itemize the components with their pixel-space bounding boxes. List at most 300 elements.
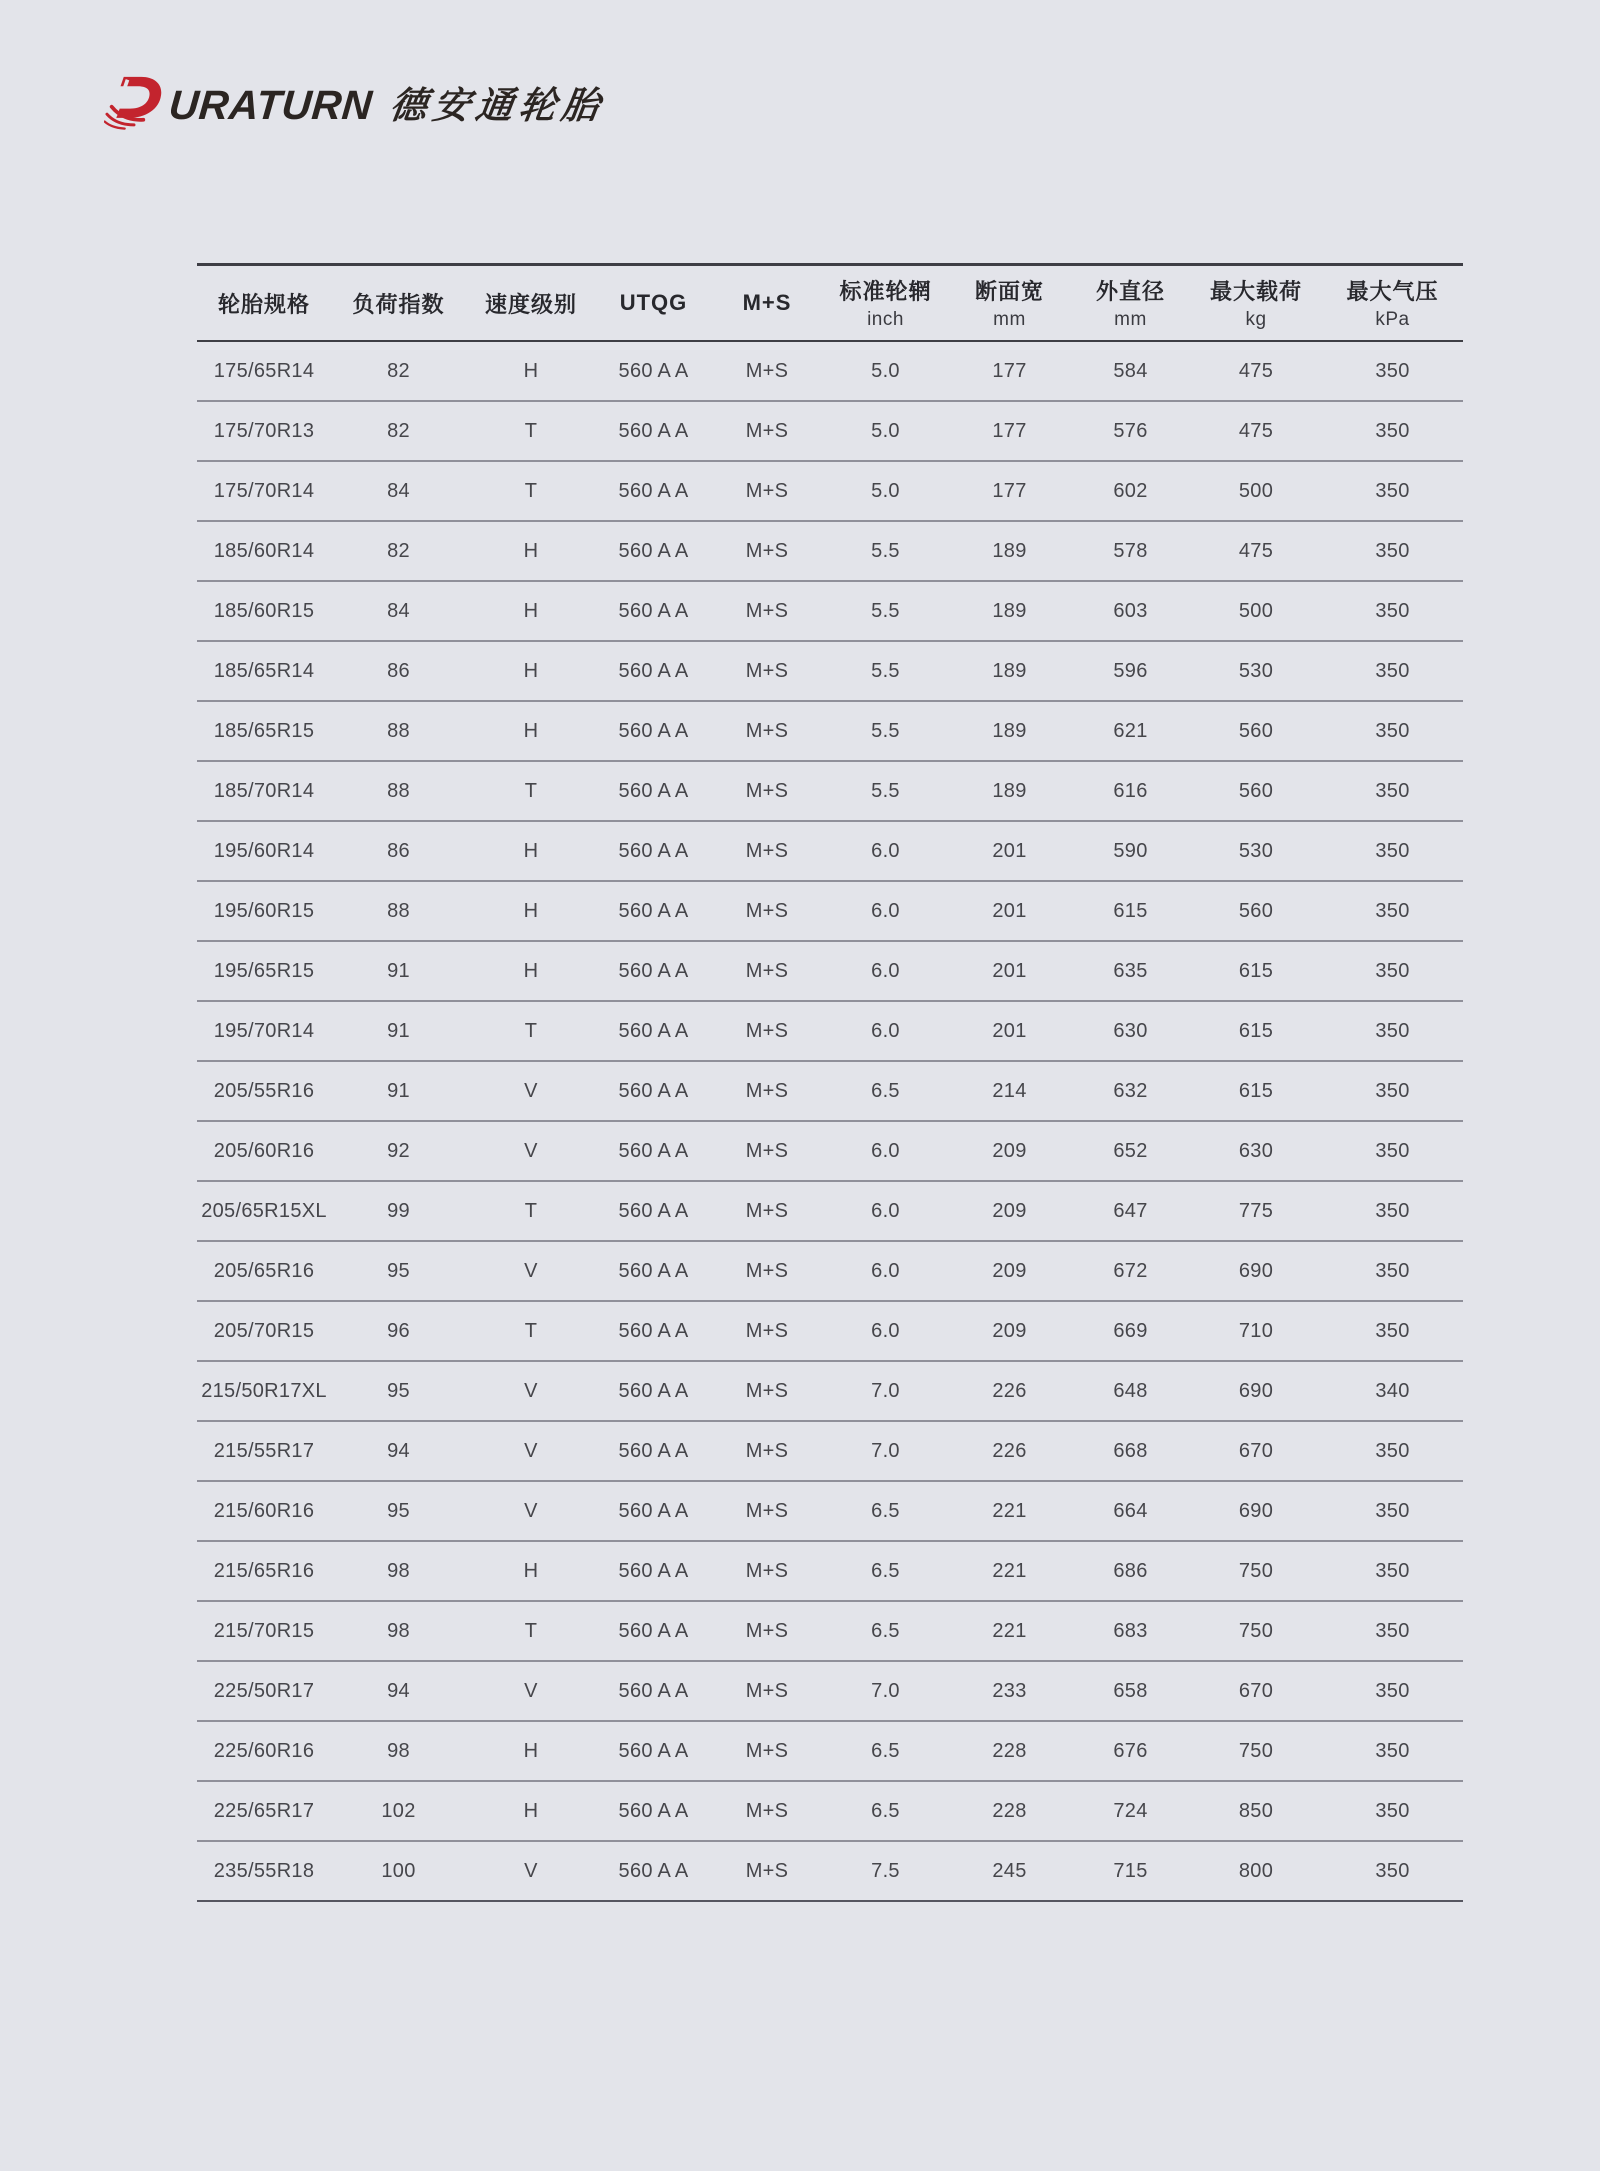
spec-cell: 584 xyxy=(1113,359,1148,382)
spec-cell: 5.0 xyxy=(871,359,900,382)
spec-cell: 560 A A xyxy=(618,1559,689,1582)
spec-cell: 560 A A xyxy=(618,359,689,382)
spec-cell: 5.5 xyxy=(871,599,900,622)
spec-cell: 82 xyxy=(387,419,410,442)
table-row xyxy=(197,1721,1463,1781)
spec-cell: 88 xyxy=(387,899,410,922)
spec-cell: H xyxy=(523,839,539,862)
spec-cell: 185/70R14 xyxy=(213,779,315,802)
spec-cell: 225/65R17 xyxy=(213,1799,315,1822)
spec-cell: H xyxy=(523,1559,539,1582)
spec-cell: 7.0 xyxy=(871,1439,900,1462)
spec-cell: 350 xyxy=(1375,599,1410,622)
spec-cell: 590 xyxy=(1113,839,1148,862)
spec-cell: 221 xyxy=(992,1499,1027,1522)
col-header-outer-diameter: 外直径 mm xyxy=(1095,279,1165,330)
spec-cell: 350 xyxy=(1375,839,1410,862)
spec-cell: 560 A A xyxy=(618,659,689,682)
spec-cell: T xyxy=(524,419,538,442)
spec-cell: 615 xyxy=(1238,959,1274,982)
spec-cell: M+S xyxy=(745,1859,789,1882)
spec-cell: H xyxy=(523,659,539,682)
col-header-max-load: 最大载荷 kg xyxy=(1209,279,1302,330)
spec-cell: 5.5 xyxy=(871,719,900,742)
spec-cell: 185/65R14 xyxy=(213,659,315,682)
spec-cell: V xyxy=(524,1079,538,1102)
spec-cell: 560 xyxy=(1238,779,1274,802)
spec-cell: 5.0 xyxy=(871,479,900,502)
spec-cell: 88 xyxy=(387,779,410,802)
spec-cell: M+S xyxy=(745,899,789,922)
spec-cell: 500 xyxy=(1238,599,1274,622)
table-row xyxy=(197,701,1463,761)
spec-cell: M+S xyxy=(745,1379,789,1402)
spec-cell: 576 xyxy=(1113,419,1148,442)
spec-cell: 350 xyxy=(1375,1319,1410,1342)
spec-cell: M+S xyxy=(745,1259,789,1282)
spec-cell: 175/70R13 xyxy=(213,419,315,442)
table-row xyxy=(197,1361,1463,1421)
spec-cell: 560 A A xyxy=(618,719,689,742)
spec-cell: 670 xyxy=(1238,1439,1274,1462)
spec-cell: M+S xyxy=(745,1619,789,1642)
col-header-utqg: UTQG xyxy=(619,290,688,315)
spec-cell: 189 xyxy=(992,719,1027,742)
spec-cell: T xyxy=(524,1199,538,1222)
spec-cell: 350 xyxy=(1375,1199,1410,1222)
col-header-load-index: 负荷指数 xyxy=(352,291,445,317)
spec-cell: 225/50R17 xyxy=(213,1679,315,1702)
spec-cell: 185/65R15 xyxy=(213,719,315,742)
spec-cell: 6.5 xyxy=(871,1499,900,1522)
spec-cell: 215/70R15 xyxy=(213,1619,315,1642)
spec-cell: 560 A A xyxy=(618,839,689,862)
spec-cell: 652 xyxy=(1113,1139,1148,1162)
spec-cell: 6.0 xyxy=(871,1139,900,1162)
spec-cell: 683 xyxy=(1113,1619,1148,1642)
spec-cell: 724 xyxy=(1113,1799,1148,1822)
spec-cell: 560 A A xyxy=(618,1139,689,1162)
table-row xyxy=(197,401,1463,461)
spec-cell: 98 xyxy=(387,1619,410,1642)
spec-cell: M+S xyxy=(745,479,789,502)
col-header-rim-width: 标准轮辋 inch xyxy=(839,279,932,330)
spec-cell: 102 xyxy=(381,1799,416,1822)
spec-cell: M+S xyxy=(745,1499,789,1522)
spec-cell: H xyxy=(523,719,539,742)
col-header-speed-rating: 速度级别 xyxy=(484,291,577,317)
spec-cell: T xyxy=(524,1619,538,1642)
spec-cell: 750 xyxy=(1238,1739,1274,1762)
spec-cell: M+S xyxy=(745,1319,789,1342)
spec-cell: 189 xyxy=(992,599,1027,622)
spec-cell: T xyxy=(524,779,538,802)
spec-cell: 185/60R14 xyxy=(213,539,315,562)
spec-cell: T xyxy=(524,1319,538,1342)
spec-cell: 226 xyxy=(992,1439,1027,1462)
table-row xyxy=(197,461,1463,521)
table-row xyxy=(197,581,1463,641)
spec-cell: 205/60R16 xyxy=(213,1139,315,1162)
table-row xyxy=(197,1061,1463,1121)
spec-cell: 616 xyxy=(1113,779,1148,802)
spec-cell: 560 A A xyxy=(618,959,689,982)
spec-cell: M+S xyxy=(745,1139,789,1162)
spec-cell: 350 xyxy=(1375,1799,1410,1822)
col-header-ms: M+S xyxy=(742,290,792,315)
spec-cell: 245 xyxy=(992,1859,1027,1882)
spec-cell: 225/60R16 xyxy=(213,1739,315,1762)
spec-cell: 99 xyxy=(387,1199,410,1222)
brand-wordmark: URATURN xyxy=(167,81,375,128)
spec-cell: 98 xyxy=(387,1739,410,1762)
spec-cell: 560 A A xyxy=(618,1439,689,1462)
spec-cell: 6.5 xyxy=(871,1559,900,1582)
spec-cell: 233 xyxy=(992,1679,1027,1702)
brand-cjk-name: 德安通轮胎 xyxy=(387,84,609,126)
spec-cell: 630 xyxy=(1113,1019,1148,1042)
spec-cell: 350 xyxy=(1375,1079,1410,1102)
spec-cell: 560 A A xyxy=(618,1679,689,1702)
spec-cell: 350 xyxy=(1375,479,1410,502)
spec-cell: M+S xyxy=(745,359,789,382)
spec-cell: 228 xyxy=(992,1739,1027,1762)
spec-cell: T xyxy=(524,479,538,502)
spec-cell: H xyxy=(523,599,539,622)
spec-cell: 647 xyxy=(1113,1199,1148,1222)
table-row xyxy=(197,641,1463,701)
table-row xyxy=(197,341,1463,401)
spec-cell: M+S xyxy=(745,1199,789,1222)
spec-cell: 195/70R14 xyxy=(213,1019,315,1042)
spec-cell: 98 xyxy=(387,1559,410,1582)
spec-cell: M+S xyxy=(745,1799,789,1822)
spec-cell: 177 xyxy=(992,419,1027,442)
spec-cell: M+S xyxy=(745,719,789,742)
spec-cell: M+S xyxy=(745,539,789,562)
spec-cell: 630 xyxy=(1238,1139,1274,1162)
spec-cell: V xyxy=(524,1439,538,1462)
spec-cell: 215/50R17XL xyxy=(201,1379,327,1402)
spec-cell: 715 xyxy=(1113,1859,1148,1882)
spec-cell: 5.5 xyxy=(871,539,900,562)
spec-cell: 615 xyxy=(1113,899,1148,922)
spec-cell: 350 xyxy=(1375,899,1410,922)
spec-cell: 686 xyxy=(1113,1559,1148,1582)
spec-cell: V xyxy=(524,1379,538,1402)
spec-cell: M+S xyxy=(745,959,789,982)
table-row xyxy=(197,1841,1463,1901)
spec-cell: 475 xyxy=(1238,419,1274,442)
spec-cell: 560 A A xyxy=(618,1739,689,1762)
table-row xyxy=(197,761,1463,821)
spec-cell: 669 xyxy=(1113,1319,1148,1342)
spec-cell: 603 xyxy=(1113,599,1148,622)
spec-cell: 235/55R18 xyxy=(213,1859,315,1882)
spec-cell: 602 xyxy=(1113,479,1148,502)
spec-cell: 6.5 xyxy=(871,1739,900,1762)
spec-cell: 632 xyxy=(1113,1079,1148,1102)
spec-cell: 350 xyxy=(1375,1499,1410,1522)
spec-cell: 560 A A xyxy=(618,419,689,442)
spec-cell: 221 xyxy=(992,1619,1027,1642)
spec-cell: 5.0 xyxy=(871,419,900,442)
spec-cell: 201 xyxy=(992,1019,1027,1042)
spec-cell: M+S xyxy=(745,659,789,682)
spec-cell: 95 xyxy=(387,1259,410,1282)
spec-cell: 228 xyxy=(992,1799,1027,1822)
spec-cell: H xyxy=(523,1799,539,1822)
header-row xyxy=(197,265,1463,342)
spec-cell: 560 A A xyxy=(618,779,689,802)
spec-cell: 596 xyxy=(1113,659,1148,682)
spec-cell: 350 xyxy=(1375,719,1410,742)
spec-cell: 6.5 xyxy=(871,1079,900,1102)
spec-cell: 690 xyxy=(1238,1259,1274,1282)
spec-cell: H xyxy=(523,359,539,382)
spec-cell: 6.0 xyxy=(871,839,900,862)
spec-cell: 91 xyxy=(387,1079,410,1102)
spec-cell: 560 A A xyxy=(618,1619,689,1642)
spec-cell: V xyxy=(524,1139,538,1162)
spec-cell: M+S xyxy=(745,1679,789,1702)
spec-cell: 350 xyxy=(1375,1859,1410,1882)
spec-cell: M+S xyxy=(745,1079,789,1102)
spec-cell: 215/55R17 xyxy=(213,1439,315,1462)
spec-cell: M+S xyxy=(745,1439,789,1462)
table-row xyxy=(197,881,1463,941)
spec-cell: 658 xyxy=(1113,1679,1148,1702)
spec-cell: 560 A A xyxy=(618,1379,689,1402)
table-row xyxy=(197,1241,1463,1301)
spec-cell: 91 xyxy=(387,959,410,982)
spec-cell: M+S xyxy=(745,839,789,862)
spec-cell: V xyxy=(524,1259,538,1282)
spec-cell: V xyxy=(524,1679,538,1702)
table-row xyxy=(197,1661,1463,1721)
spec-cell: 710 xyxy=(1238,1319,1274,1342)
spec-cell: 475 xyxy=(1238,359,1274,382)
spec-cell: 185/60R15 xyxy=(213,599,315,622)
spec-cell: 530 xyxy=(1238,839,1274,862)
spec-cell: 7.0 xyxy=(871,1379,900,1402)
spec-cell: 560 A A xyxy=(618,899,689,922)
spec-cell: 560 A A xyxy=(618,1259,689,1282)
spec-cell: 215/60R16 xyxy=(213,1499,315,1522)
spec-cell: 6.0 xyxy=(871,1319,900,1342)
spec-cell: 560 A A xyxy=(618,1499,689,1522)
spec-cell: M+S xyxy=(745,1739,789,1762)
spec-cell: 205/55R16 xyxy=(213,1079,315,1102)
spec-cell: 648 xyxy=(1113,1379,1148,1402)
spec-cell: 676 xyxy=(1113,1739,1148,1762)
spec-cell: 350 xyxy=(1375,359,1410,382)
spec-cell: 350 xyxy=(1375,779,1410,802)
table-row xyxy=(197,1781,1463,1841)
spec-cell: 6.5 xyxy=(871,1619,900,1642)
spec-cell: 175/65R14 xyxy=(213,359,315,382)
spec-cell: 92 xyxy=(387,1139,410,1162)
table-row xyxy=(197,1421,1463,1481)
spec-cell: 340 xyxy=(1375,1379,1410,1402)
spec-cell: 350 xyxy=(1375,1679,1410,1702)
brand-logo xyxy=(104,76,609,134)
spec-cell: 195/60R15 xyxy=(213,899,315,922)
spec-cell: 6.0 xyxy=(871,1259,900,1282)
spec-cell: 350 xyxy=(1375,1619,1410,1642)
spec-cell: 475 xyxy=(1238,539,1274,562)
duraturn-d-icon xyxy=(104,76,164,135)
spec-cell: 5.5 xyxy=(871,779,900,802)
col-header-tire-size: 轮胎规格 xyxy=(217,291,310,317)
spec-cell: 560 A A xyxy=(618,1199,689,1222)
spec-cell: 226 xyxy=(992,1379,1027,1402)
spec-cell: 560 A A xyxy=(618,1799,689,1822)
spec-cell: 560 A A xyxy=(618,479,689,502)
spec-cell: 82 xyxy=(387,359,410,382)
spec-cell: 7.0 xyxy=(871,1679,900,1702)
spec-cell: 91 xyxy=(387,1019,410,1042)
spec-cell: H xyxy=(523,539,539,562)
spec-cell: 6.0 xyxy=(871,959,900,982)
spec-cell: 209 xyxy=(992,1319,1027,1342)
table-row xyxy=(197,1301,1463,1361)
spec-cell: 350 xyxy=(1375,959,1410,982)
spec-cell: 560 A A xyxy=(618,539,689,562)
spec-cell: 350 xyxy=(1375,1139,1410,1162)
spec-cell: H xyxy=(523,959,539,982)
spec-cell: 530 xyxy=(1238,659,1274,682)
spec-cell: 94 xyxy=(387,1439,410,1462)
spec-cell: 94 xyxy=(387,1679,410,1702)
spec-cell: 221 xyxy=(992,1559,1027,1582)
spec-cell: 350 xyxy=(1375,659,1410,682)
table-row xyxy=(197,1481,1463,1541)
spec-cell: 95 xyxy=(387,1379,410,1402)
spec-cell: 189 xyxy=(992,779,1027,802)
spec-cell: 615 xyxy=(1238,1019,1274,1042)
spec-cell: 7.5 xyxy=(871,1859,900,1882)
spec-cell: M+S xyxy=(745,419,789,442)
spec-cell: 615 xyxy=(1238,1079,1274,1102)
spec-cell: 560 xyxy=(1238,719,1274,742)
spec-cell: 664 xyxy=(1113,1499,1148,1522)
spec-cell: 201 xyxy=(992,959,1027,982)
spec-cell: 560 A A xyxy=(618,1079,689,1102)
spec-cell: 690 xyxy=(1238,1379,1274,1402)
spec-cell: 560 A A xyxy=(618,1019,689,1042)
spec-cell: 350 xyxy=(1375,419,1410,442)
spec-cell: 195/60R14 xyxy=(213,839,315,862)
spec-cell: 205/70R15 xyxy=(213,1319,315,1342)
spec-cell: 668 xyxy=(1113,1439,1148,1462)
spec-cell: 578 xyxy=(1113,539,1148,562)
spec-cell: 209 xyxy=(992,1199,1027,1222)
table-row xyxy=(197,1181,1463,1241)
spec-cell: 96 xyxy=(387,1319,410,1342)
table-row xyxy=(197,821,1463,881)
col-header-section-width: 断面宽 mm xyxy=(974,279,1044,330)
spec-cell: 775 xyxy=(1238,1199,1274,1222)
tire-spec-table xyxy=(197,263,1463,1902)
spec-cell: H xyxy=(523,899,539,922)
spec-cell: M+S xyxy=(745,1019,789,1042)
table-row xyxy=(197,1001,1463,1061)
spec-cell: 6.0 xyxy=(871,1199,900,1222)
spec-cell: 177 xyxy=(992,479,1027,502)
spec-cell: 560 A A xyxy=(618,1859,689,1882)
spec-cell: 750 xyxy=(1238,1619,1274,1642)
spec-cell: 205/65R16 xyxy=(213,1259,315,1282)
table-row xyxy=(197,941,1463,1001)
spec-cell: 195/65R15 xyxy=(213,959,315,982)
spec-cell: 750 xyxy=(1238,1559,1274,1582)
spec-cell: 205/65R15XL xyxy=(201,1199,327,1222)
spec-cell: 560 A A xyxy=(618,599,689,622)
spec-cell: 850 xyxy=(1238,1799,1274,1822)
spec-cell: 6.0 xyxy=(871,899,900,922)
spec-cell: 800 xyxy=(1238,1859,1274,1882)
spec-cell: 86 xyxy=(387,659,410,682)
spec-cell: H xyxy=(523,1739,539,1762)
spec-cell: 690 xyxy=(1238,1499,1274,1522)
spec-cell: 100 xyxy=(381,1859,416,1882)
spec-cell: 209 xyxy=(992,1259,1027,1282)
spec-cell: 621 xyxy=(1113,719,1148,742)
spec-cell: 82 xyxy=(387,539,410,562)
spec-cell: 5.5 xyxy=(871,659,900,682)
spec-cell: 214 xyxy=(992,1079,1027,1102)
spec-cell: 6.0 xyxy=(871,1019,900,1042)
spec-cell: 350 xyxy=(1375,1559,1410,1582)
spec-cell: 86 xyxy=(387,839,410,862)
spec-cell: 84 xyxy=(387,599,410,622)
spec-cell: M+S xyxy=(745,599,789,622)
spec-cell: 175/70R14 xyxy=(213,479,315,502)
spec-cell: 635 xyxy=(1113,959,1148,982)
spec-cell: M+S xyxy=(745,779,789,802)
table-row xyxy=(197,1541,1463,1601)
spec-cell: 201 xyxy=(992,839,1027,862)
spec-cell: 670 xyxy=(1238,1679,1274,1702)
table-row xyxy=(197,521,1463,581)
spec-cell: 350 xyxy=(1375,1259,1410,1282)
spec-table-header xyxy=(197,265,1463,342)
spec-cell: T xyxy=(524,1019,538,1042)
spec-cell: 215/65R16 xyxy=(213,1559,315,1582)
spec-cell: 672 xyxy=(1113,1259,1148,1282)
spec-table-body xyxy=(197,341,1463,1901)
table-row xyxy=(197,1121,1463,1181)
col-header-max-pressure: 最大气压 kPa xyxy=(1346,279,1439,330)
spec-cell: 560 xyxy=(1238,899,1274,922)
spec-cell: 6.5 xyxy=(871,1799,900,1822)
spec-cell: 560 A A xyxy=(618,1319,689,1342)
spec-cell: 95 xyxy=(387,1499,410,1522)
table-row xyxy=(197,1601,1463,1661)
spec-cell: V xyxy=(524,1499,538,1522)
spec-cell: 84 xyxy=(387,479,410,502)
spec-cell: 500 xyxy=(1238,479,1274,502)
spec-cell: 350 xyxy=(1375,1019,1410,1042)
spec-cell: 350 xyxy=(1375,1439,1410,1462)
spec-cell: 350 xyxy=(1375,1739,1410,1762)
spec-cell: 189 xyxy=(992,539,1027,562)
spec-cell: 209 xyxy=(992,1139,1027,1162)
spec-cell: M+S xyxy=(745,1559,789,1582)
spec-cell: 201 xyxy=(992,899,1027,922)
spec-cell: 177 xyxy=(992,359,1027,382)
